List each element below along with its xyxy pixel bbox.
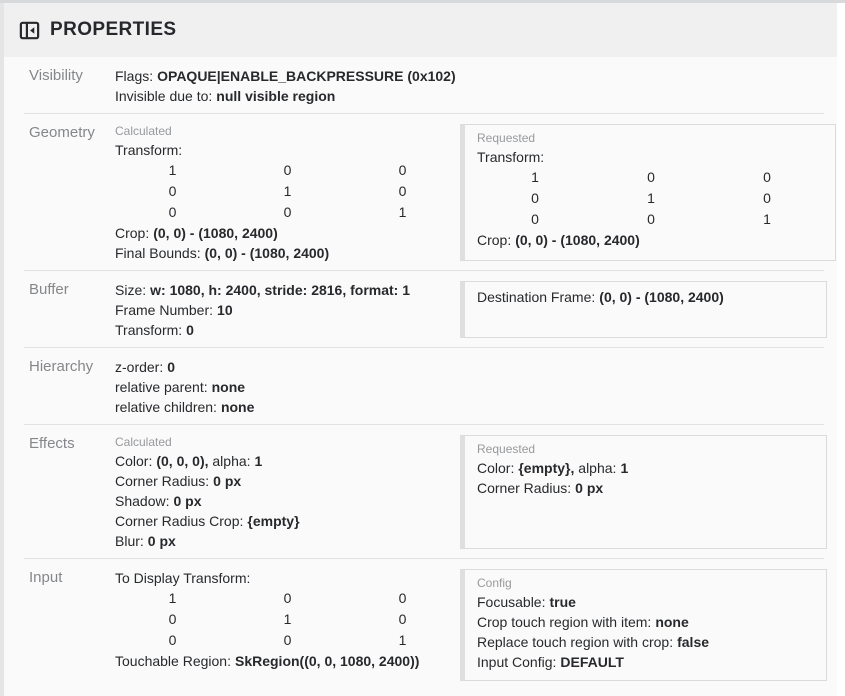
geometry-requested-box xyxy=(460,124,836,261)
destination-frame-line: Destination Frame: (0, 0) - (1080, 2400) xyxy=(477,289,724,305)
matrix-cell: 0 xyxy=(647,211,655,227)
touchable-region-line: Touchable Region: SkRegion((0, 0, 1080, 2400)) xyxy=(115,653,420,669)
section-effects xyxy=(4,425,837,558)
z-order-line: z-order: 0 xyxy=(115,359,176,375)
input-config-line: Input Config: DEFAULT xyxy=(477,654,624,670)
matrix-cell: 1 xyxy=(283,183,292,199)
input-properties xyxy=(115,568,460,683)
buffer-transform-line: Transform: 0 xyxy=(115,322,194,338)
matrix-cell: 0 xyxy=(283,204,292,220)
focusable-line: Focusable: true xyxy=(477,594,576,610)
transform-matrix xyxy=(477,167,825,230)
matrix-cell: 0 xyxy=(763,169,771,185)
matrix-cell: 0 xyxy=(398,183,407,199)
matrix-cell: 1 xyxy=(531,169,539,185)
hierarchy-properties xyxy=(115,357,460,417)
section-label-hierarchy: Hierarchy xyxy=(29,358,94,375)
matrix-cell: 1 xyxy=(647,190,655,206)
blur-line: Blur: 0 px xyxy=(115,533,176,549)
matrix-cell: 0 xyxy=(531,190,539,206)
to-display-transform-matrix xyxy=(115,588,460,651)
matrix-cell: 0 xyxy=(168,611,177,627)
config-tag: Config xyxy=(477,576,512,590)
crop-touch-region-line: Crop touch region with item: none xyxy=(477,614,689,630)
matrix-cell: 1 xyxy=(283,611,292,627)
matrix-cell: 0 xyxy=(168,204,177,220)
section-visibility xyxy=(4,57,837,113)
to-display-transform-label: To Display Transform: xyxy=(115,570,251,586)
section-input xyxy=(4,559,837,690)
geometry-calculated xyxy=(115,123,460,263)
calculated-tag: Calculated xyxy=(115,435,172,449)
matrix-cell: 0 xyxy=(398,590,407,606)
transform-label: Transform: xyxy=(477,149,545,165)
matrix-cell: 1 xyxy=(763,211,771,227)
invisible-due-to-line: Invisible due to: null visible region xyxy=(115,88,336,104)
relative-parent-line: relative parent: none xyxy=(115,379,246,395)
final-bounds-line: Final Bounds: (0, 0) - (1080, 2400) xyxy=(115,245,330,261)
matrix-cell: 0 xyxy=(168,183,177,199)
matrix-cell: 0 xyxy=(763,190,771,206)
flags-line: Flags: OPAQUE|ENABLE_BACKPRESSURE (0x102) xyxy=(115,68,456,84)
matrix-cell: 0 xyxy=(647,169,655,185)
requested-tag: Requested xyxy=(477,442,536,456)
matrix-cell: 1 xyxy=(398,204,407,220)
section-label-visibility: Visibility xyxy=(29,67,83,84)
section-buffer xyxy=(4,271,837,347)
corner-radius-crop-line: Corner Radius Crop: {empty} xyxy=(115,513,300,529)
matrix-cell: 0 xyxy=(398,611,407,627)
crop-line: Crop: (0, 0) - (1080, 2400) xyxy=(115,225,278,241)
properties-panel xyxy=(0,3,837,696)
section-label-buffer: Buffer xyxy=(29,281,69,298)
effects-calculated xyxy=(115,434,460,551)
visibility-properties xyxy=(115,66,460,106)
matrix-cell: 1 xyxy=(168,590,177,606)
transform-matrix xyxy=(115,160,460,223)
size-line: Size: w: 1080, h: 2400, stride: 2816, format: 1 xyxy=(115,282,411,298)
matrix-cell: 0 xyxy=(531,211,539,227)
shadow-line: Shadow: 0 px xyxy=(115,493,202,509)
color-line: Color: {empty}, alpha: 1 xyxy=(477,460,629,476)
requested-tag: Requested xyxy=(477,131,536,145)
crop-line: Crop: (0, 0) - (1080, 2400) xyxy=(477,232,640,248)
effects-requested-box xyxy=(460,435,827,549)
matrix-cell: 0 xyxy=(168,632,177,648)
corner-radius-line: Corner Radius: 0 px xyxy=(477,480,604,496)
frame-number-line: Frame Number: 10 xyxy=(115,302,233,318)
section-label-effects: Effects xyxy=(29,435,75,452)
section-label-geometry: Geometry xyxy=(29,124,95,141)
matrix-cell: 0 xyxy=(283,590,292,606)
transform-label: Transform: xyxy=(115,142,183,158)
matrix-cell: 0 xyxy=(283,632,292,648)
matrix-cell: 0 xyxy=(398,162,407,178)
calculated-tag: Calculated xyxy=(115,124,172,138)
panel-collapse-icon[interactable] xyxy=(18,19,41,42)
panel-header xyxy=(4,3,837,57)
buffer-requested-box xyxy=(460,281,827,338)
section-hierarchy xyxy=(4,348,837,424)
panel-title: PROPERTIES xyxy=(50,19,177,40)
matrix-cell: 1 xyxy=(168,162,177,178)
section-geometry xyxy=(4,114,837,270)
sections xyxy=(4,57,837,690)
matrix-cell: 0 xyxy=(283,162,292,178)
relative-children-line: relative children: none xyxy=(115,399,255,415)
section-label-input: Input xyxy=(29,569,63,586)
replace-touch-region-line: Replace touch region with crop: false xyxy=(477,634,710,650)
input-config-box xyxy=(460,569,827,681)
corner-radius-line: Corner Radius: 0 px xyxy=(115,473,242,489)
color-line: Color: (0, 0, 0), alpha: 1 xyxy=(115,453,263,469)
matrix-cell: 1 xyxy=(398,632,407,648)
buffer-properties xyxy=(115,280,460,340)
